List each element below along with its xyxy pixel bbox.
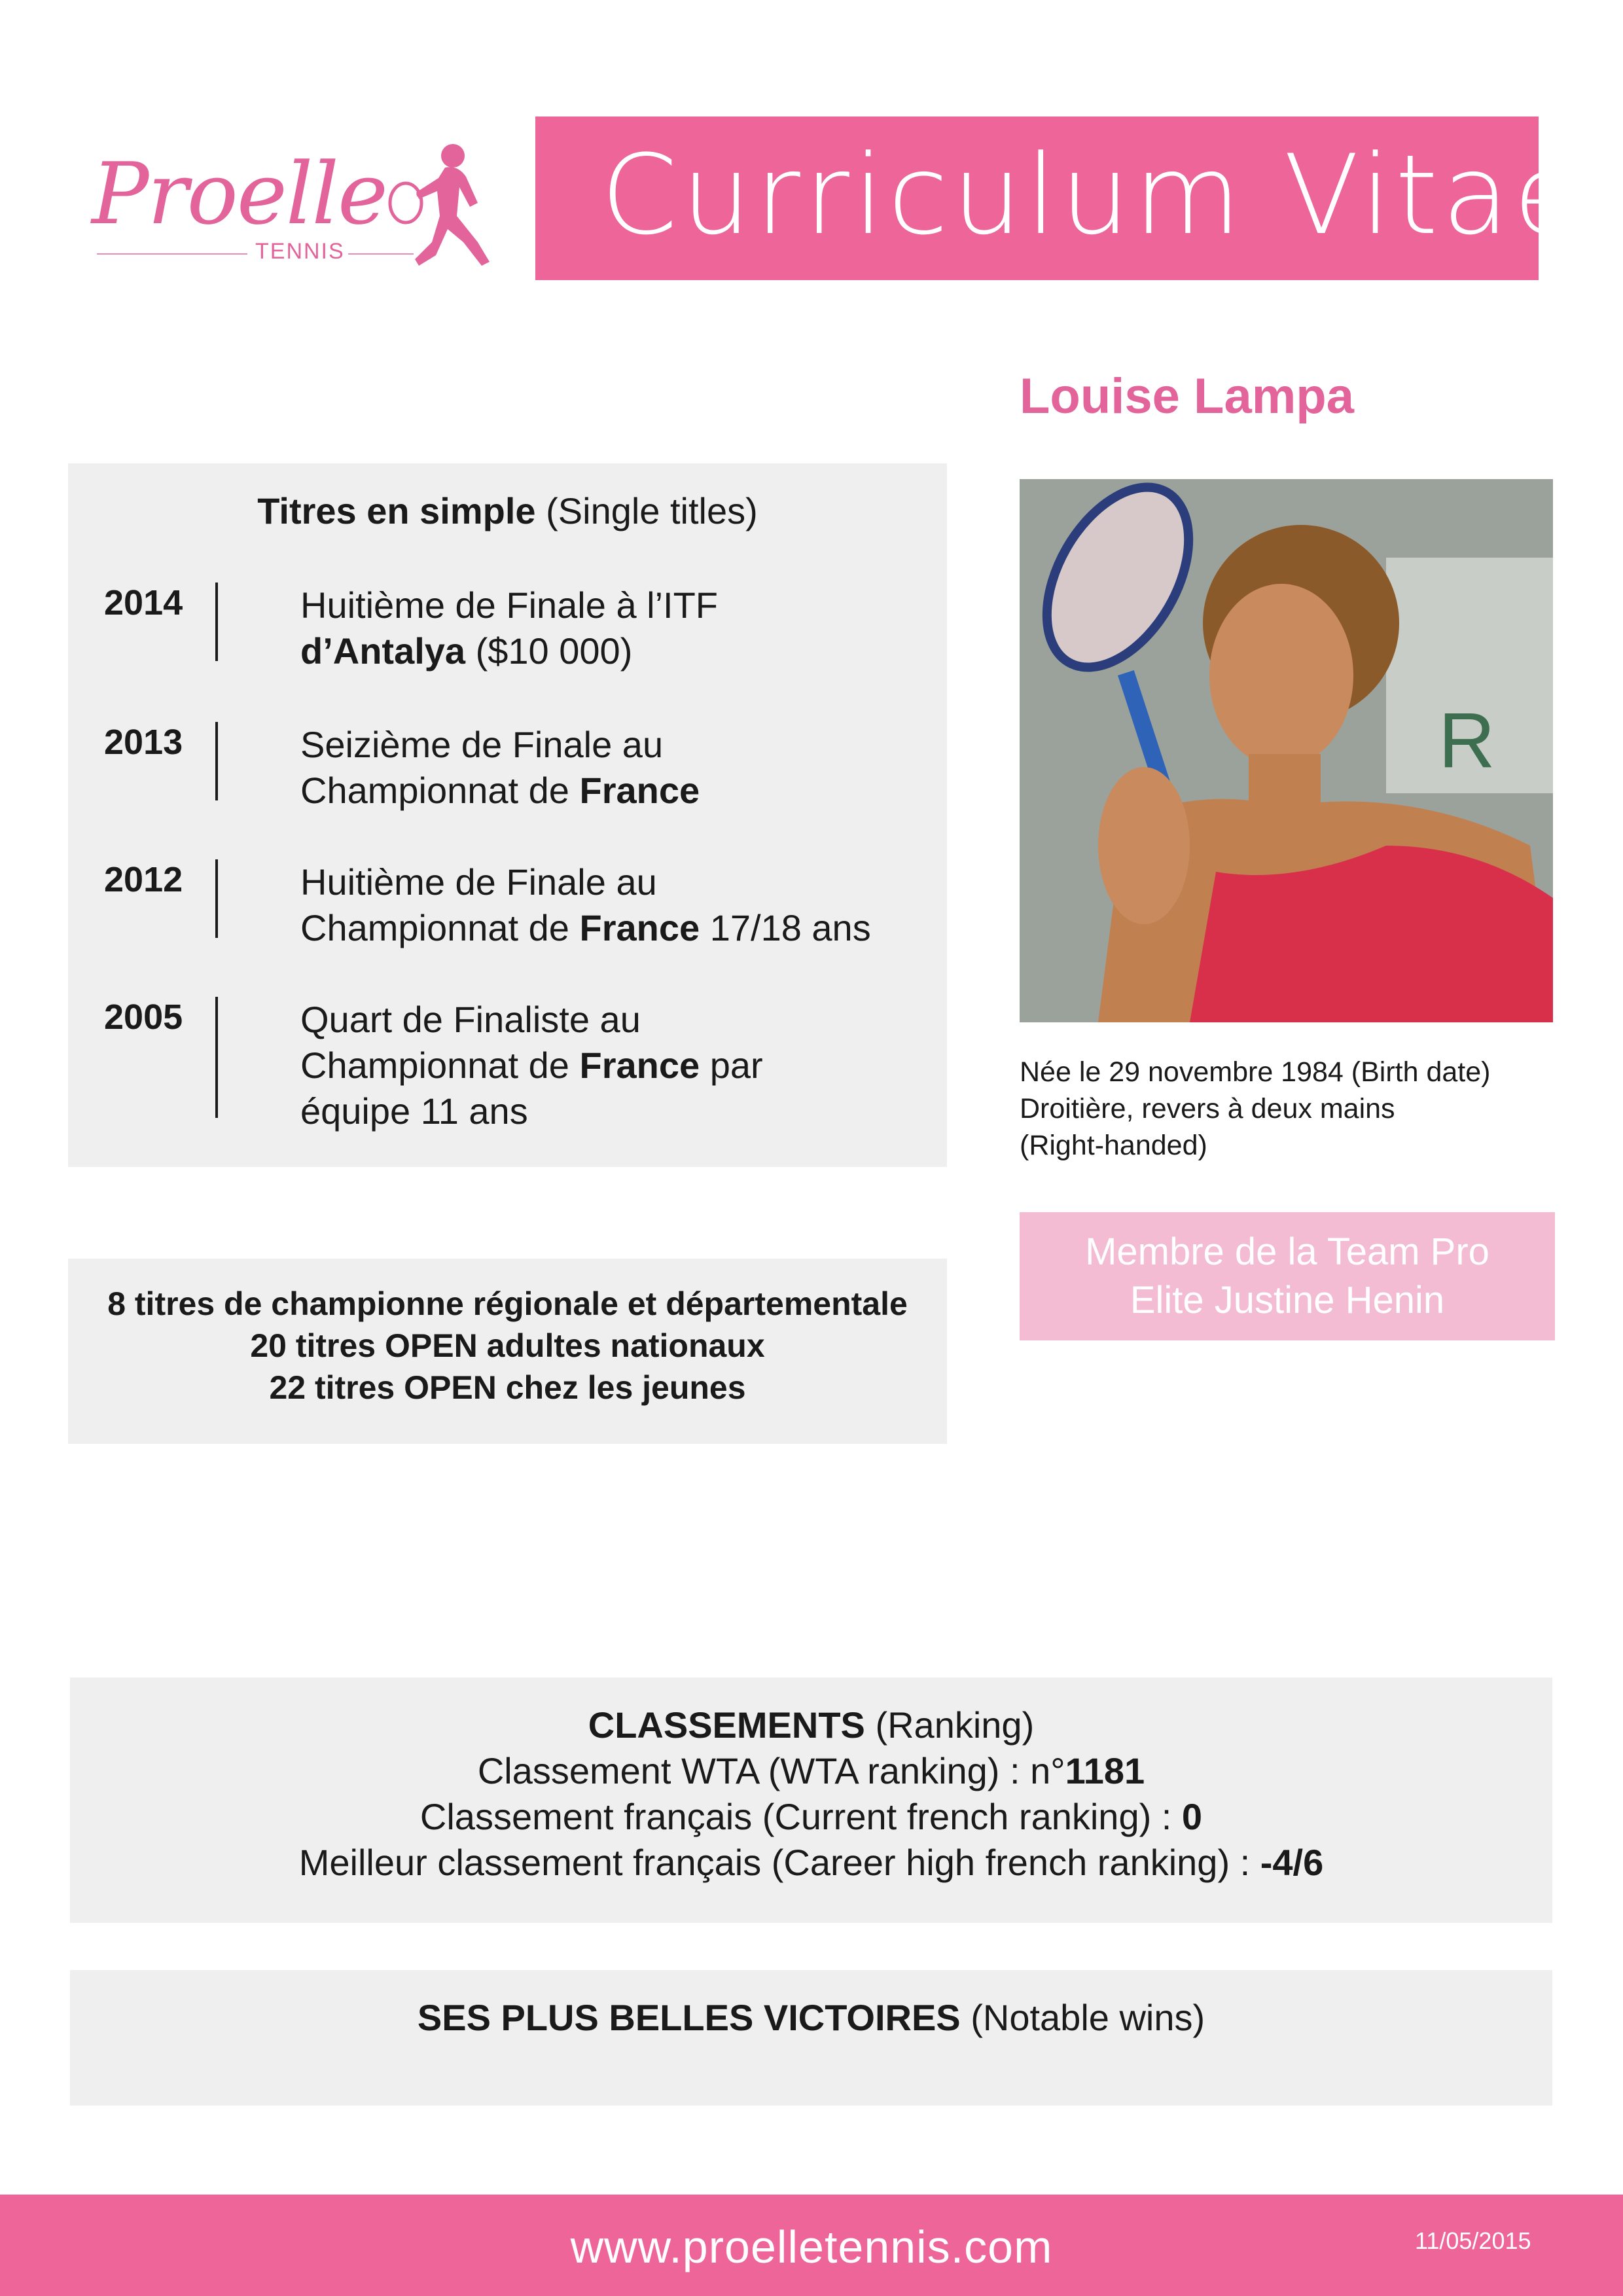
title-line-2-rest: par xyxy=(700,1045,763,1086)
logo-brand-text: Proelle xyxy=(92,144,387,243)
title-year: 2005 xyxy=(104,997,183,1037)
title-line-1: Quart de Finaliste au xyxy=(300,999,641,1040)
player-name: Louise Lampa xyxy=(1020,368,1354,424)
single-titles-heading xyxy=(68,490,947,532)
title-description xyxy=(300,997,763,1134)
player-photo xyxy=(1020,479,1553,1022)
rankings-heading-bold: CLASSEMENTS xyxy=(588,1704,865,1746)
title-divider xyxy=(215,583,218,661)
rankings-heading xyxy=(70,1704,1552,1746)
notable-wins-panel xyxy=(70,1970,1552,2106)
title-line-3: équipe 11 ans xyxy=(300,1090,528,1132)
title-description xyxy=(300,859,871,951)
wta-ranking-label: Classement WTA (WTA ranking) : n° xyxy=(477,1750,1065,1791)
title-line-2-rest: 17/18 ans xyxy=(700,907,871,948)
wta-ranking-value: 1181 xyxy=(1065,1750,1145,1791)
single-titles-heading-rest: (Single titles) xyxy=(535,490,758,531)
title-line-2-bold: France xyxy=(579,770,700,811)
notable-wins-heading-rest: (Notable wins) xyxy=(960,1997,1205,2038)
championship-line: 20 titres OPEN adultes nationaux xyxy=(250,1327,765,1364)
title-line-1: Seizième de Finale au xyxy=(300,724,664,765)
title-line-2-pre: Championnat de xyxy=(300,770,580,811)
proelle-logo xyxy=(92,131,510,275)
best-french-ranking-label: Meilleur classement français (Career high french ranking) : xyxy=(298,1842,1260,1883)
team-line-1: Membre de la Team Pro xyxy=(1085,1230,1489,1273)
title-line-2-bold: France xyxy=(579,907,700,948)
title-line-1: Huitième de Finale au xyxy=(300,861,657,903)
title-line-2-pre: Championnat de xyxy=(300,907,580,948)
title-line-1: Huitième de Finale à l’ITF xyxy=(300,584,719,626)
french-ranking xyxy=(70,1795,1552,1838)
footer-date: 11/05/2015 xyxy=(1415,2227,1531,2254)
logo-sub-text: TENNIS xyxy=(255,239,345,264)
single-titles-heading-bold: Titres en simple xyxy=(257,490,536,531)
title-divider xyxy=(215,722,218,800)
french-ranking-label: Classement français (Current french ranking) : xyxy=(419,1796,1182,1837)
best-french-ranking xyxy=(70,1841,1552,1884)
title-year: 2012 xyxy=(104,860,183,899)
best-french-ranking-value: -4/6 xyxy=(1260,1842,1324,1883)
title-line-2-bold: France xyxy=(579,1045,700,1086)
title-line-2-pre: Championnat de xyxy=(300,1045,580,1086)
footer-bar xyxy=(0,2195,1623,2296)
rankings-panel xyxy=(70,1677,1552,1923)
single-titles-panel xyxy=(68,463,947,1167)
title-description xyxy=(300,722,700,814)
bio-handedness: Droitière, revers à deux mains xyxy=(1020,1093,1395,1124)
wta-ranking xyxy=(70,1749,1552,1792)
title-year: 2013 xyxy=(104,723,183,762)
bio-block xyxy=(1020,1054,1490,1164)
team-pro-box xyxy=(1020,1212,1555,1340)
championship-line: 22 titres OPEN chez les jeunes xyxy=(269,1369,746,1406)
title-divider xyxy=(215,997,218,1118)
tennis-player-silhouette-icon xyxy=(380,131,510,275)
championships-panel xyxy=(68,1259,947,1444)
title-divider xyxy=(215,859,218,938)
bio-handedness-en: (Right-handed) xyxy=(1020,1130,1207,1161)
header-banner xyxy=(535,117,1585,280)
svg-text:R: R xyxy=(1438,696,1495,784)
championship-line: 8 titres de championne régionale et départementale xyxy=(107,1285,908,1322)
rankings-heading-rest: (Ranking) xyxy=(865,1704,1035,1746)
logo-divider-left xyxy=(97,253,247,255)
french-ranking-value: 0 xyxy=(1181,1796,1203,1837)
team-line-2: Elite Justine Henin xyxy=(1130,1279,1445,1321)
notable-wins-heading-bold: SES PLUS BELLES VICTOIRES xyxy=(417,1997,961,2038)
page-title: Curriculum Vitae xyxy=(601,131,1585,259)
title-description xyxy=(300,583,718,674)
player-photo-illustration xyxy=(1020,479,1553,1022)
title-line-2-rest: ($10 000) xyxy=(465,630,633,672)
footer-website-link[interactable]: www.proelletennis.com xyxy=(570,2221,1053,2272)
notable-wins-heading xyxy=(70,1996,1552,2039)
title-year: 2014 xyxy=(104,583,183,622)
title-line-2-bold: d’Antalya xyxy=(300,630,466,672)
bio-birth-date: Née le 29 novembre 1984 (Birth date) xyxy=(1020,1056,1491,1088)
